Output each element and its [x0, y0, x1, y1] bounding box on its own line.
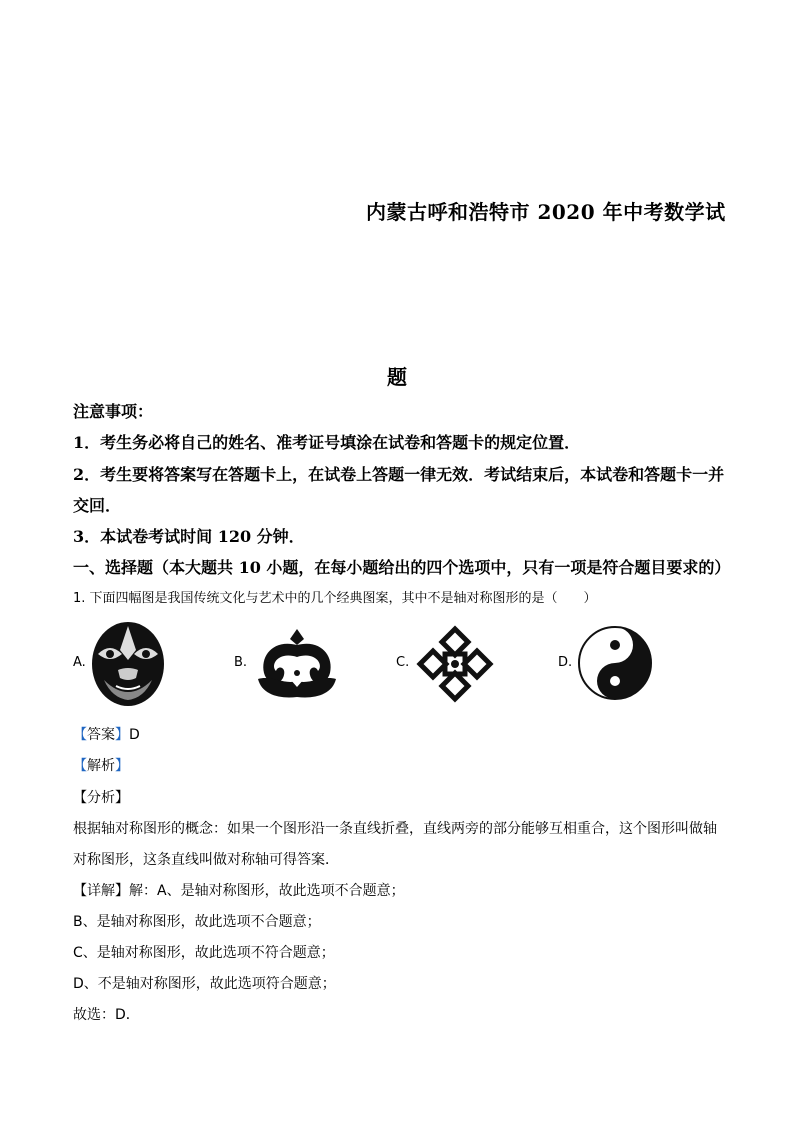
- analysis-tag: 解析: [87, 758, 115, 774]
- answer-bracket-close: 】: [115, 727, 129, 743]
- exam-title-line2: 题: [387, 365, 407, 389]
- detail-line-2: B、是轴对称图形，故此选项不合题意；: [73, 914, 321, 930]
- notice-item-2-cont: 交回．: [73, 496, 122, 515]
- detail-line-4: D、不是轴对称图形，故此选项符合题意；: [73, 976, 336, 992]
- notice-item-1: 1．考生务必将自己的姓名、准考证号填涂在试卷和答题卡的规定位置．: [73, 433, 581, 452]
- option-a-label: A.: [73, 655, 86, 670]
- opera-mask-icon: [88, 620, 168, 708]
- fenxi-heading: 【分析】: [73, 790, 129, 806]
- knot-pattern-icon: [416, 625, 494, 703]
- answer-line: [73, 724, 140, 744]
- detail-line-5: 故选：D．: [73, 1007, 140, 1023]
- notice-item-3: 3．本试卷考试时间 120 分钟．: [73, 527, 305, 546]
- exam-title-line1: 内蒙古呼和浩特市 2020 年中考数学试: [366, 200, 726, 224]
- analysis-bracket-open: 【: [73, 758, 87, 774]
- analysis-line: [73, 755, 129, 775]
- answer-bracket-open: 【: [73, 727, 87, 743]
- notice-item-2: 2．考生要将答案写在答题卡上，在试卷上答题一律无效．考试结束后，本试卷和答题卡一并: [73, 465, 725, 484]
- yin-yang-icon: [577, 625, 653, 701]
- option-d-label: D.: [558, 655, 573, 670]
- explanation-line-2: 对称图形，这条直线叫做对称轴可得答案．: [73, 852, 339, 868]
- analysis-bracket-close: 】: [115, 758, 129, 774]
- answer-value: D: [129, 727, 140, 743]
- option-c-label: C.: [396, 655, 410, 670]
- detail-line-3: C、是轴对称图形，故此选项不符合题意；: [73, 945, 335, 961]
- section-heading: 一、选择题（本大题共 10 小题，在每小题给出的四个选项中，只有一项是符合题目要求的）: [73, 558, 731, 577]
- ornament-icon: [254, 625, 340, 703]
- question-text: 1. 下面四幅图是我国传统文化与艺术中的几个经典图案，其中不是轴对称图形的是（ ）: [73, 591, 597, 606]
- answer-tag: 答案: [87, 727, 115, 743]
- option-b-label: B.: [234, 655, 248, 670]
- explanation-line-1: 根据轴对称图形的概念：如果一个图形沿一条直线折叠，直线两旁的部分能够互相重合，这个图形叫做轴: [73, 821, 717, 837]
- notice-heading: 注意事项：: [73, 402, 154, 421]
- detail-line-1: 【详解】解：A、是轴对称图形，故此选项不合题意；: [73, 883, 405, 899]
